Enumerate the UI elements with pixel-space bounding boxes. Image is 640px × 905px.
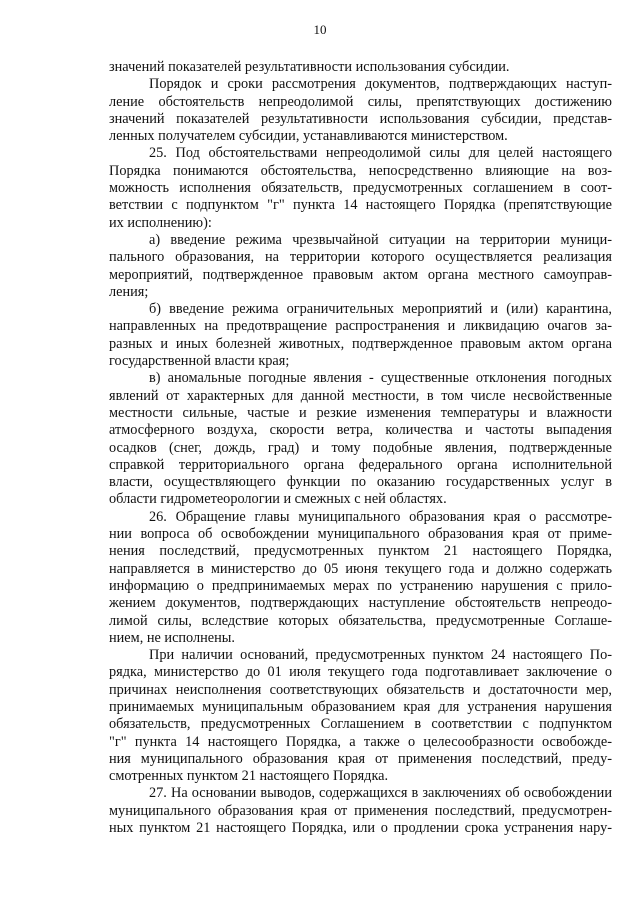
text-line: б) введение режима ограничительных мероприятий и (или) карантина,	[149, 301, 612, 318]
text-line: в) аномальные погодные явления - существенные отклонения погодных	[149, 370, 612, 387]
text-line: пального образования, на территории которого осуществляется реализация	[109, 249, 612, 266]
text-line: 26. Обращение главы муниципального образования края о рассмотре-	[149, 508, 612, 525]
text-line: значений показателей результативности использования субсидии, представ-	[109, 110, 612, 127]
text-line: власти, осуществляющего функции по оказанию государственных услуг в	[109, 474, 612, 491]
text-line: мероприятий, подтвержденное правовым актом органа местного самоуправ-	[109, 266, 612, 283]
text-line: ленных получателем субсидии, устанавливаются министерством.	[109, 128, 508, 145]
text-line: разных и иных болезней животных, подтвержденное правовым актом органа	[109, 335, 612, 352]
paragraph	[109, 647, 612, 785]
text-line: атмосферного воздуха, скорости ветра, количества и частоты выпадения	[109, 422, 612, 439]
text-line: ния муниципального образования края от применения последствий, преду-	[109, 750, 612, 767]
text-line: ных пунктом 21 настоящего Порядка, или о продлении срока устранения нару-	[109, 820, 612, 837]
text-line: При наличии оснований, предусмотренных пунктом 24 настоящего По-	[149, 647, 612, 664]
paragraph	[109, 59, 612, 76]
text-line: ления;	[109, 283, 149, 300]
text-line: ветствии с подпунктом "г" пункта 14 настоящего Порядка (препятствующие	[109, 197, 612, 214]
text-line: направляется в министерство до 05 июня текущего года и должно содержать	[109, 560, 612, 577]
text-line: принимаемых муниципальным образованием края для устранения нарушения	[109, 698, 612, 715]
text-line: нии вопроса об освобождении муниципального образования края от приме-	[109, 526, 612, 543]
text-line: нием, не исполнены.	[109, 629, 235, 646]
text-line: причинах неисполнения соответствующих обязательств и достаточности мер,	[109, 681, 612, 698]
text-line: справкой территориального органа федерального органа исполнительной	[109, 456, 612, 473]
paragraph	[109, 509, 612, 647]
text-line: жением документов, подтверждающих наступление обстоятельств непреодо-	[109, 595, 612, 612]
paragraph	[109, 370, 612, 508]
text-line: рядка, министерство до 01 июля текущего года подготавливает заключение о	[109, 664, 612, 681]
text-line: Порядок и сроки рассмотрения документов, подтверждающих наступ-	[149, 76, 612, 93]
paragraph	[109, 76, 612, 145]
text-line: 25. Под обстоятельствами непреодолимой силы для целей настоящего	[149, 145, 612, 162]
text-line: явлений от характерных для данной местности, в том числе несвойственные	[109, 387, 612, 404]
text-line: а) введение режима чрезвычайной ситуации на территории муници-	[149, 231, 612, 248]
text-line: информацию о предпринимаемых мерах по устранению нарушения с прило-	[109, 577, 612, 594]
text-line: Порядка понимаются обстоятельства, непосредственно влияющие на воз-	[109, 162, 612, 179]
document-body	[109, 59, 612, 837]
paragraph	[109, 145, 612, 231]
text-line: направленных на предотвращение распространения и ликвидацию очагов за-	[109, 318, 612, 335]
text-line: их исполнению):	[109, 214, 212, 231]
text-line: нения последствий, предусмотренных пунктом 21 настоящего Порядка,	[109, 543, 612, 560]
text-line: области гидрометеорологии и смежных с ней областях.	[109, 491, 447, 508]
text-line: муниципального образования края от применения последствий, предусмотрен-	[109, 802, 612, 819]
text-line: местности сильные, частые и резкие изменения температуры и влажности	[109, 404, 612, 421]
paragraph	[109, 785, 612, 837]
text-line: осадков (снег, дождь, град) и тому подобные явления, подтвержденные	[109, 439, 612, 456]
text-line: 27. На основании выводов, содержащихся в заключениях об освобождении	[149, 785, 612, 802]
page-number: 10	[313, 22, 327, 37]
paragraph	[109, 232, 612, 301]
text-line: обязательств, предусмотренных Соглашением в соответствии с подпунктом	[109, 716, 612, 733]
text-line: лимой силы, вследствие которых обязательства, предусмотренные Соглаше-	[109, 612, 612, 629]
paragraph	[109, 301, 612, 370]
text-line: можность исполнения обязательств, предусмотренных соглашением в соот-	[109, 180, 612, 197]
text-line: ление обстоятельств непреодолимой силы, препятствующих достижению	[109, 93, 612, 110]
text-line: значений показателей результативности использования субсидии.	[109, 59, 510, 75]
text-line: "г" пункта 14 настоящего Порядка, а также о целесообразности освобожде-	[109, 733, 612, 750]
text-line: смотренных пунктом 21 настоящего Порядка.	[109, 768, 389, 785]
text-line: государственной власти края;	[109, 353, 290, 370]
